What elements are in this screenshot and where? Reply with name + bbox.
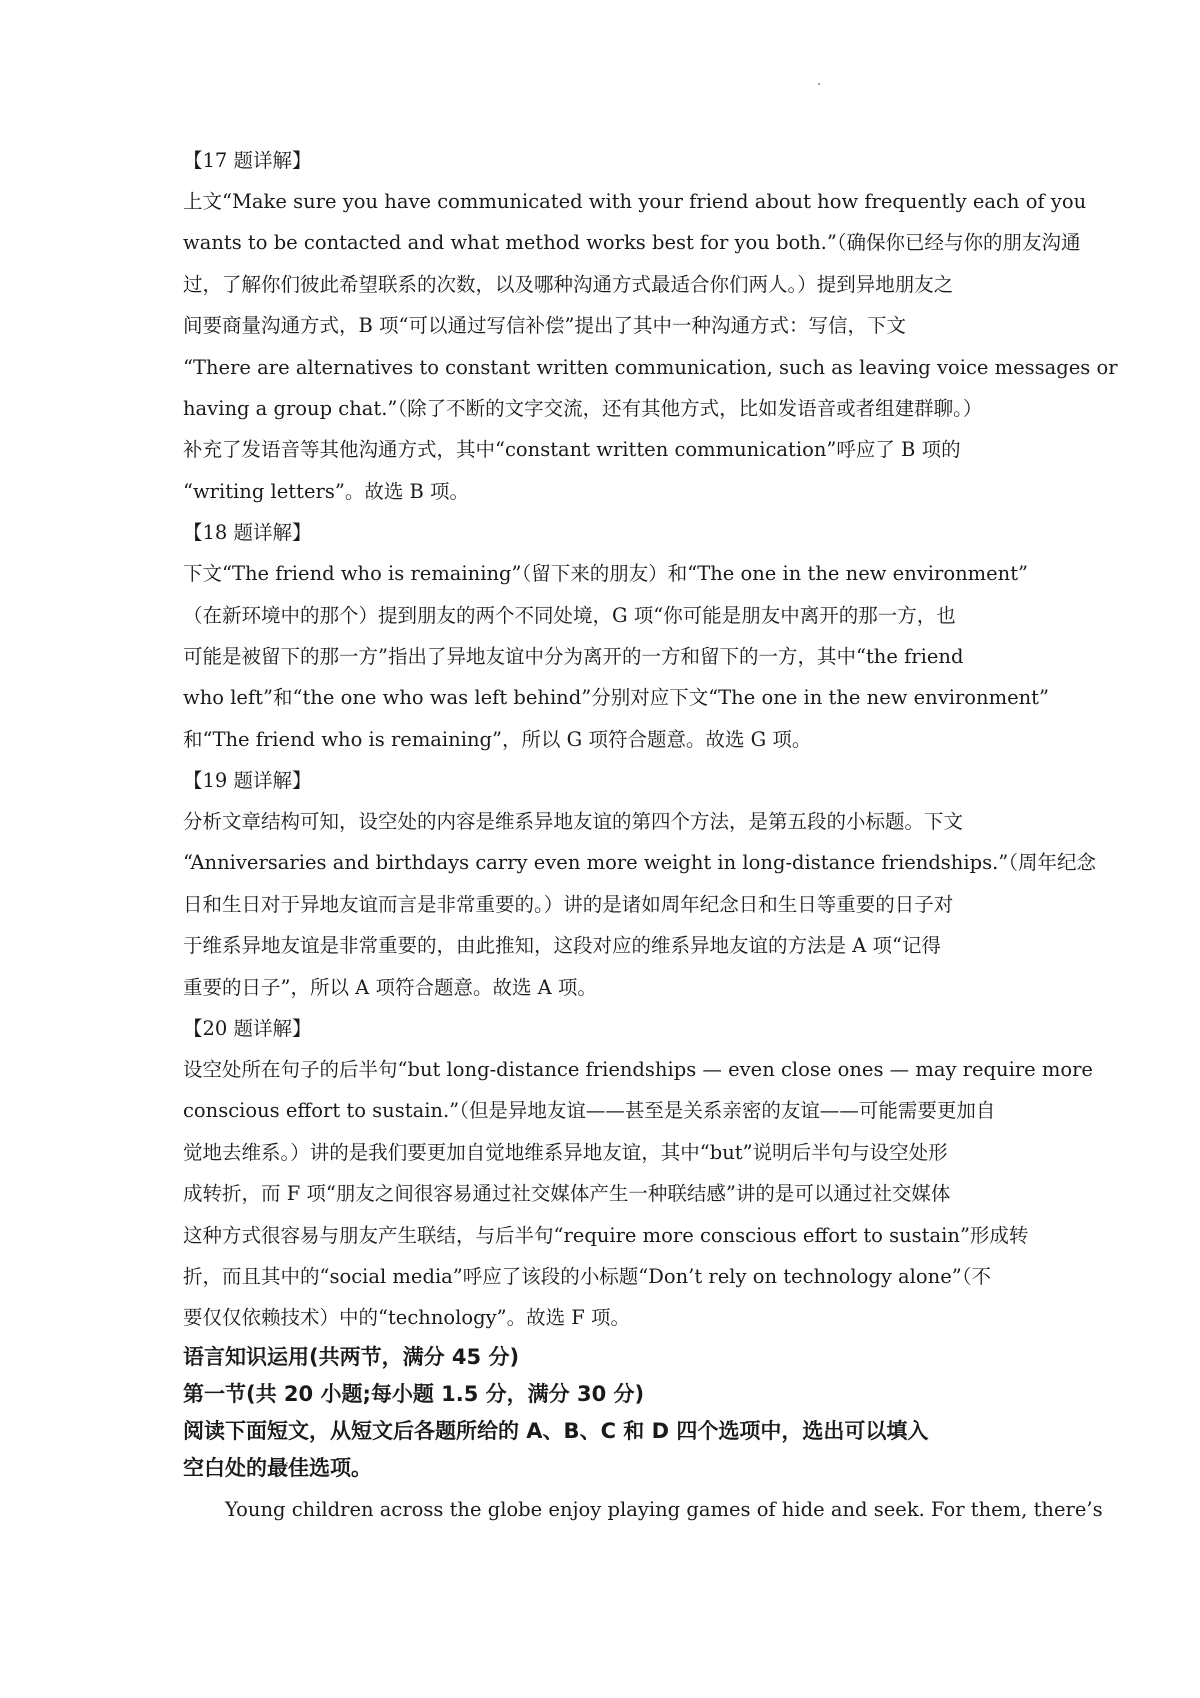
text-line: “writing letters”。故选 B 项。 xyxy=(183,479,470,503)
section-title: 第一节(共 20 小题;每小题 1.5 分，满分 30 分) xyxy=(183,1381,645,1406)
text-line: 分析文章结构可知，设空处的内容是维系异地友谊的第四个方法，是第五段的小标题。下文 xyxy=(183,810,964,834)
text-line: 要仅仅依赖技术）中的“technology”。故选 F 项。 xyxy=(183,1306,630,1330)
text-line: 过，了解你们彼此希望联系的次数，以及哪种沟通方式最适合你们两人。）提到异地朋友之 xyxy=(183,272,954,296)
q20-heading: 【20 题详解】 xyxy=(183,1017,312,1041)
text-line: wants to be contacted and what method works best for you both.”（确保你已经与你的朋友沟通 xyxy=(183,231,1081,255)
text-line: 间要商量沟通方式，B 项“可以通过写信补偿”提出了其中一种沟通方式：写信，下文 xyxy=(183,314,906,338)
text-line: 下文“The friend who is remaining”（留下来的朋友）和“The one in the new environment” xyxy=(183,562,1029,586)
text-line: having a group chat.”（除了不断的文字交流，还有其他方式，比如发语音或者组建群聊。） xyxy=(183,396,983,420)
text-line: who left”和“the one who was left behind”分别对应下文“The one in the new environment” xyxy=(183,686,1049,710)
text-line: 重要的日子”，所以 A 项符合题意。故选 A 项。 xyxy=(183,975,597,999)
q20-explanation xyxy=(183,1049,1093,1339)
q17-heading: 【17 题详解】 xyxy=(183,149,312,172)
text-line: 折，而且其中的“social media”呼应了该段的小标题“Don’t rely on technology alone”（不 xyxy=(183,1264,991,1288)
document-page xyxy=(183,140,1118,1530)
instruction-line-1: 阅读下面短文，从短文后各题所给的 A、B、C 和 D 四个选项中，选出可以填入 xyxy=(183,1418,929,1443)
text-line: 这种方式很容易与朋友产生联结，与后半句“require more conscious effort to sustain”形成转 xyxy=(183,1223,1029,1247)
text-line: 上文“Make sure you have communicated with your friend about how frequently each of you xyxy=(183,190,1087,213)
text-line: 和“The friend who is remaining”，所以 G 项符合题意。故选 G 项。 xyxy=(183,727,812,751)
text-line: 于维系异地友谊是非常重要的，由此推知，这段对应的维系异地友谊的方法是 A 项“记得 xyxy=(183,934,941,958)
text-line: “Anniversaries and birthdays carry even more weight in long-distance friendships.”（周年纪念 xyxy=(183,851,1097,875)
text-line: 设空处所在句子的后半句“but long-distance friendships — even close ones — may require more xyxy=(183,1058,1093,1082)
text-line: （在新环境中的那个）提到朋友的两个不同处境，G 项“你可能是朋友中离开的那一方，也 xyxy=(183,603,956,627)
passage-first-line: Young children across the globe enjoy playing games of hide and seek. For them, there’s xyxy=(225,1497,1103,1521)
scan-speck xyxy=(818,83,820,85)
text-line: 成转折，而 F 项“朋友之间很容易通过社交媒体产生一种联结感”讲的是可以通过社交媒体 xyxy=(183,1182,951,1206)
q18-heading: 【18 题详解】 xyxy=(183,521,312,545)
q18-explanation xyxy=(183,553,1049,760)
text-line: 可能是被留下的那一方”指出了异地友谊中分为离开的一方和留下的一方，其中“the friend xyxy=(183,644,964,668)
text-line: conscious effort to sustain.”（但是异地友谊——甚至是关系亲密的友谊——可能需要更加自 xyxy=(183,1099,996,1123)
instruction-line-2: 空白处的最佳选项。 xyxy=(183,1455,372,1480)
q19-heading: 【19 题详解】 xyxy=(183,769,312,793)
q17-explanation xyxy=(183,181,1118,512)
q19-explanation xyxy=(183,801,1097,1008)
text-line: 日和生日对于异地友谊而言是非常重要的。）讲的是诸如周年纪念日和生日等重要的日子对 xyxy=(183,892,954,916)
text-line: “There are alternatives to constant written communication, such as leaving voice messages or xyxy=(183,355,1118,379)
text-line: 补充了发语音等其他沟通方式，其中“constant written communication”呼应了 B 项的 xyxy=(183,438,961,462)
text-line: 觉地去维系。）讲的是我们要更加自觉地维系异地友谊，其中“but”说明后半句与设空处形 xyxy=(183,1140,948,1164)
part-title: 语言知识运用(共两节，满分 45 分) xyxy=(183,1344,520,1369)
